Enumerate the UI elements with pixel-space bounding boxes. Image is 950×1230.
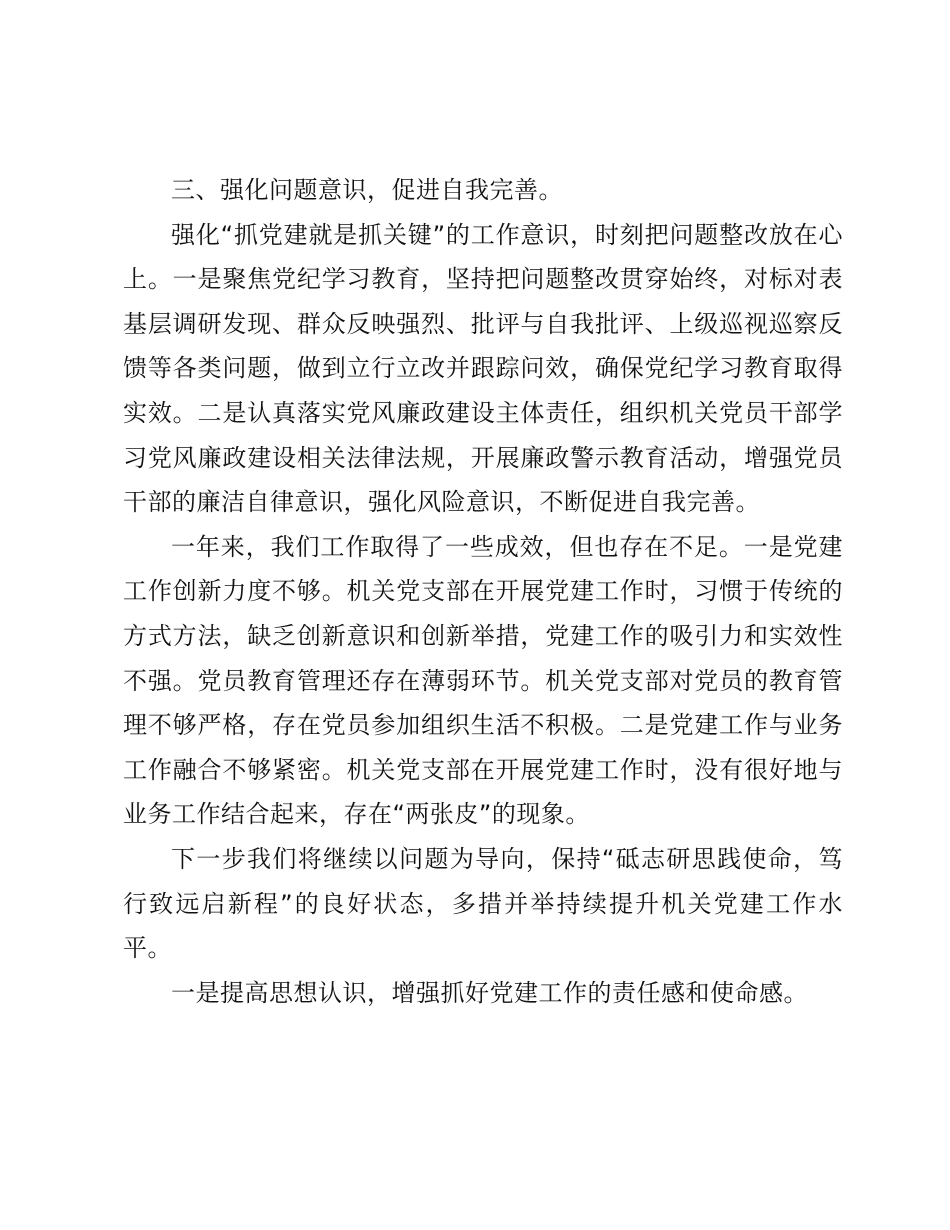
paragraph-problem-awareness: 强化“抓党建就是抓关键”的工作意识，时刻把问题整改放在心上。一是聚焦党纪学习教育，坚持把问题整改贯穿始终，对标对表基层调研发现、群众反映强烈、批评与自我批评、上级巡视巡察反馈等各类问题，做到立行立改并跟踪问效，确保党纪学习教育取得实效。二是认真落实党风廉政建设主体责任，组织机关党员干部学习党风廉政建设相关法律法规，开展廉政警示教育活动，增强党员干部的廉洁自律意识，强化风险意识，不断促进自我完善。 <box>123 220 843 517</box>
paragraph-first-measure: 一是提高思想认识，增强抓好党建工作的责任感和使命感。 <box>171 978 808 1007</box>
document-body <box>123 168 843 1015</box>
section-heading: 三、强化问题意识，促进自我完善。 <box>171 176 563 204</box>
paragraph-next-steps: 下一步我们将继续以问题为导向，保持“砥志研思践使命，笃行致远启新程”的良好状态，多措并举持续提升机关党建工作水平。 <box>123 844 843 963</box>
paragraph-shortcomings: 一年来，我们工作取得了一些成效，但也存在不足。一是党建工作创新力度不够。机关党支部在开展党建工作时，习惯于传统的方式方法，缺乏创新意识和创新举措，党建工作的吸引力和实效性不强。党员教育管理还存在薄弱环节。机关党支部对党员的教育管理不够严格，存在党员参加组织生活不积极。二是党建工作与业务工作融合不够紧密。机关党支部在开展党建工作时，没有很好地与业务工作结合起来，存在“两张皮”的现象。 <box>123 532 843 829</box>
